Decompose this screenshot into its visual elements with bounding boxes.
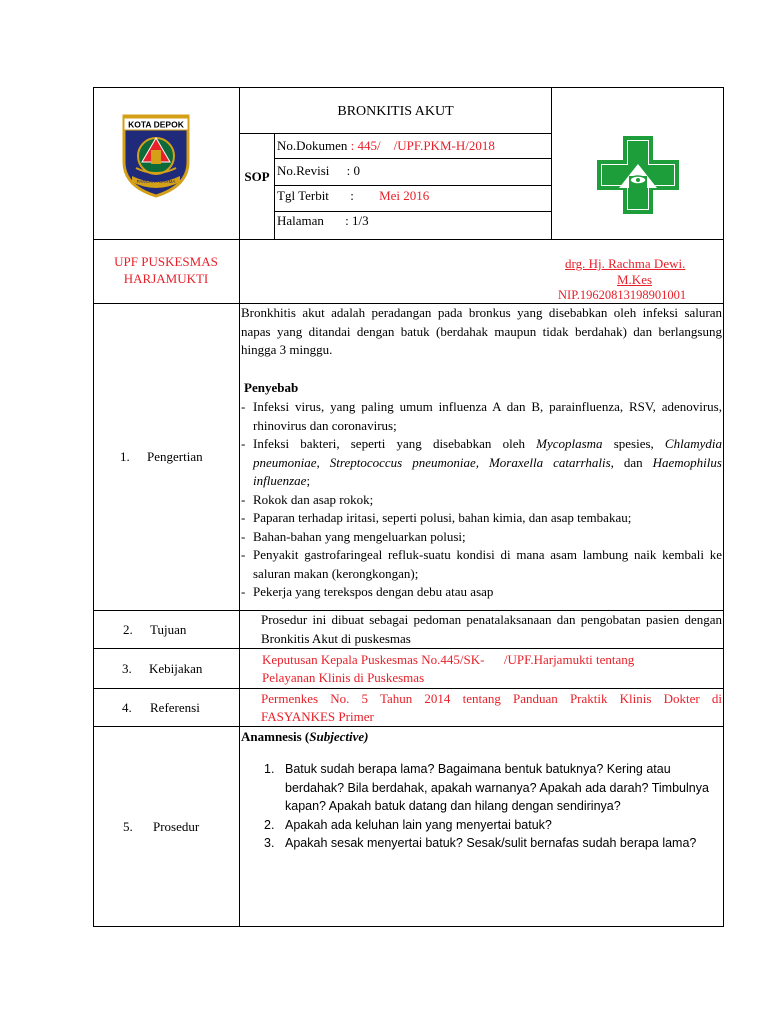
reference-line2: FASYANKES Primer xyxy=(261,709,374,724)
puskesmas-logo xyxy=(597,136,679,214)
list-item: - Penyakit gastrofaringeal refluk-suatu kondisi di mana asam lambung naik kembali ke saluran makan (kerongkongan); xyxy=(241,547,722,581)
definition-paragraph: Bronkhitis akut adalah peradangan pada bronkus yang disebabkan oleh infeksi saluran napas yang ditandai dengan batuk (berdahak maupun tidak berdahak) dan berlangsung hingga 3 minggu. xyxy=(241,305,722,357)
row-number: 2. xyxy=(123,622,133,637)
reference-line1: Permenkes No. 5 Tahun 2014 tentang Panduan Praktik Klinis Dokter di xyxy=(261,691,722,706)
depok-logo xyxy=(118,112,194,198)
list-item: 2. Apakah ada keluhan lain yang menyertai batuk? xyxy=(264,817,552,832)
procedure-steps xyxy=(264,760,712,853)
row-label: Prosedur xyxy=(153,819,200,834)
list-item: - Rokok dan asap rokok; xyxy=(241,491,374,507)
procedure-heading: Anamnesis (Subjective) xyxy=(241,729,369,744)
list-item: 1. Batuk sudah berapa lama? Bagaimana bentuk batuknya? Kering atau berdahak? Bila berdahak, apakah warnanya? Apakah ada darah? Timbulnya kapan? Apakah batuk datang dan hilang dengan sendirinya? xyxy=(264,762,709,813)
meta-doc-number xyxy=(277,137,495,154)
meta-label: Halaman xyxy=(277,213,324,228)
meta-issue-date xyxy=(277,187,429,204)
list-item: - Infeksi virus, yang paling umum influenza A dan B, parainfluenza, RSV, adenovirus, rhinovirus dan coronavirus; xyxy=(241,399,722,433)
list-item: 3. Apakah sesak menyertai batuk? Sesak/sulit bernafas sudah berapa lama? xyxy=(264,836,697,850)
row-number: 5. xyxy=(123,819,133,834)
row-number: 4. xyxy=(122,700,132,715)
row-label: Tujuan xyxy=(150,622,187,637)
org-name-line2: HARJAMUKTI xyxy=(123,271,209,286)
signer-nip: NIP.196208131989010​01 xyxy=(558,288,687,302)
meta-label: Tgl Terbit xyxy=(277,188,329,203)
cause-list xyxy=(241,398,722,602)
logo-motto: PANCARA DARMA xyxy=(136,179,176,184)
meta-label: No.Revisi xyxy=(277,163,330,178)
meta-sep: : 1/3 xyxy=(345,213,369,228)
meta-sep: : xyxy=(350,188,354,203)
list-item: - Bahan-bahan yang mengeluarkan polusi; xyxy=(241,528,466,544)
org-name-line1: UPF PUSKESMAS xyxy=(114,254,218,269)
meta-value: 445/ /UPF.PKM-H/2018 xyxy=(357,138,495,153)
meta-sep: : 0 xyxy=(346,163,360,178)
meta-revision xyxy=(277,162,360,179)
list-item: - Pekerja yang terekspos dengan debu atau asap xyxy=(241,584,494,599)
meta-sep: : xyxy=(350,138,355,153)
policy-line2: Pelayanan Klinis di Puskesmas xyxy=(262,670,425,685)
sop-label: SOP xyxy=(244,169,270,184)
meta-value: Mei 2016 xyxy=(379,188,430,203)
row-label: Pengertian xyxy=(147,449,203,464)
row-number: 1. xyxy=(120,449,130,464)
signer-title: M.Kes xyxy=(617,272,653,287)
row-label: Kebijakan xyxy=(149,661,203,676)
document-title: BRONKITIS AKUT xyxy=(337,104,454,119)
meta-label: No.Dokumen xyxy=(277,138,348,153)
signer-name: drg. Hj. Rachma Dewi. xyxy=(565,256,686,271)
row-label: Referensi xyxy=(150,700,200,715)
policy-line1: Keputusan Kepala Puskesmas No.445/SK- /UPF.Harjamukti tentang xyxy=(262,652,635,667)
list-item: - Paparan terhadap iritasi, seperti polusi, bahan kimia, dan asap tembakau; xyxy=(241,510,632,525)
cause-heading: Penyebab xyxy=(244,380,299,395)
purpose-text: Prosedur ini dibuat sebagai pedoman penatalaksanaan dan pengobatan pasien dengan Bronkitis Akut di puskesmas xyxy=(261,612,722,646)
row-number: 3. xyxy=(122,661,132,676)
meta-page xyxy=(277,212,369,229)
logo-banner-text: KOTA DEPOK xyxy=(128,119,184,130)
list-item: - Infeksi bakteri, seperti yang disebabkan oleh Mycoplasma spesies, Chlamydia pneumoniae, Streptococcus pneumoniae, Moraxella catarrhalis, dan Haemophilus influenzae; xyxy=(241,436,722,488)
